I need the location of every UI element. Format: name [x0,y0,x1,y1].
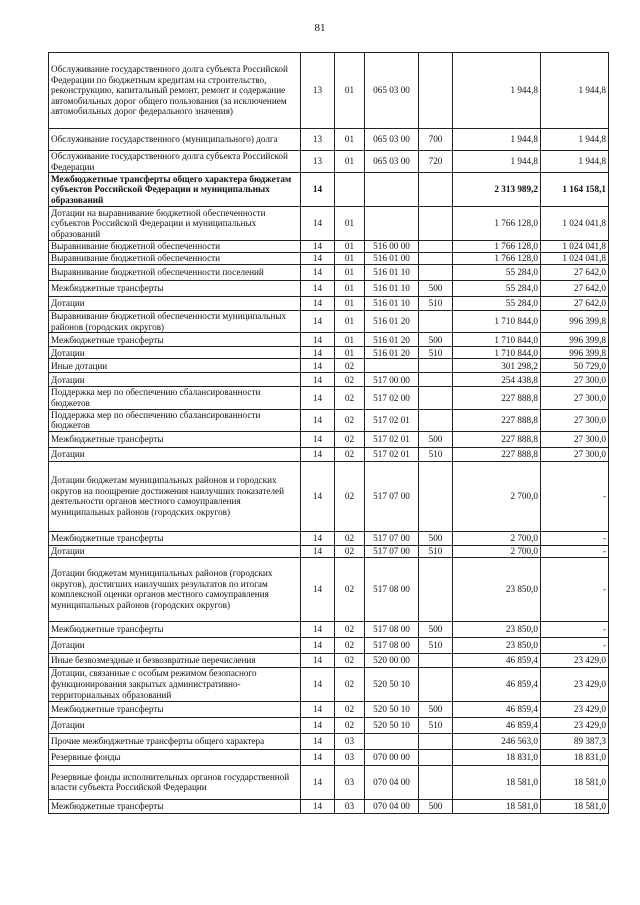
row-gl: 14 [301,653,335,667]
row-subsection: 01 [335,253,365,265]
table-row [49,765,609,799]
table-row [49,545,609,557]
row-expense-type [419,557,453,621]
row-gl: 14 [301,717,335,733]
row-target-article [365,733,419,749]
row-gl: 14 [301,667,335,701]
row-amount-2: 996 399,8 [541,333,609,347]
row-subsection: 01 [335,311,365,333]
row-amount-1: 18 581,0 [453,765,541,799]
table-row [49,53,609,129]
row-amount-2: 27 642,0 [541,281,609,297]
row-subsection: 02 [335,717,365,733]
row-target-article: 070 04 00 [365,799,419,813]
row-subsection: 02 [335,387,365,409]
row-subsection: 02 [335,621,365,637]
row-subsection: 03 [335,799,365,813]
row-subsection: 02 [335,409,365,431]
table-row [49,347,609,359]
row-amount-2: 27 300,0 [541,373,609,387]
row-name: Межбюджетные трансферты [49,531,301,545]
row-amount-2: 18 581,0 [541,765,609,799]
row-target-article: 516 01 20 [365,333,419,347]
row-target-article: 517 07 00 [365,531,419,545]
row-amount-1: 301 298,2 [453,359,541,373]
table-row [49,387,609,409]
row-amount-2: - [541,461,609,531]
row-amount-1: 46 859,4 [453,667,541,701]
row-expense-type: 500 [419,431,453,447]
row-amount-2: 50 729,0 [541,359,609,373]
row-subsection: 03 [335,749,365,765]
row-name: Иные дотации [49,359,301,373]
row-expense-type [419,241,453,253]
row-target-article: 517 02 01 [365,409,419,431]
row-gl: 14 [301,765,335,799]
row-amount-1: 2 700,0 [453,531,541,545]
row-gl: 14 [301,207,335,241]
row-name: Дотации [49,545,301,557]
row-amount-1: 2 313 989,2 [453,173,541,207]
budget-table-body [49,53,609,814]
row-name: Дотации бюджетам муниципальных районов (городских округов), достигших наилучших результатов по итогам комплексной оценки органов местного самоуправления муниципальных районов (городских округов) [49,557,301,621]
table-row [49,637,609,653]
row-gl: 14 [301,447,335,461]
row-name: Межбюджетные трансферты [49,621,301,637]
row-amount-2: 23 429,0 [541,701,609,717]
row-amount-2: 18 831,0 [541,749,609,765]
row-target-article: 065 03 00 [365,53,419,129]
row-target-article: 520 50 10 [365,717,419,733]
row-name: Выравнивание бюджетной обеспеченности муниципальных районов (городских округов) [49,311,301,333]
table-row [49,557,609,621]
row-amount-1: 46 859,4 [453,653,541,667]
table-row [49,667,609,701]
row-amount-1: 227 888,8 [453,447,541,461]
row-amount-1: 1 766 128,0 [453,207,541,241]
row-target-article: 516 01 10 [365,281,419,297]
row-amount-1: 246 563,0 [453,733,541,749]
row-name: Резервные фонды [49,749,301,765]
row-name: Дотации на выравнивание бюджетной обеспеченности субъектов Российской Федерации и муниципальных образований [49,207,301,241]
row-target-article: 517 08 00 [365,637,419,653]
row-name: Выравнивание бюджетной обеспеченности [49,241,301,253]
row-expense-type [419,53,453,129]
row-subsection: 01 [335,297,365,311]
row-amount-1: 1 710 844,0 [453,347,541,359]
row-name: Выравнивание бюджетной обеспеченности поселений [49,265,301,281]
row-target-article: 070 04 00 [365,765,419,799]
row-subsection: 01 [335,207,365,241]
table-row [49,311,609,333]
row-amount-1: 1 766 128,0 [453,253,541,265]
row-expense-type [419,749,453,765]
row-expense-type: 500 [419,281,453,297]
table-row [49,799,609,813]
row-target-article: 517 07 00 [365,461,419,531]
row-name: Дотации [49,637,301,653]
table-row [49,373,609,387]
row-gl: 14 [301,347,335,359]
row-gl: 14 [301,359,335,373]
row-gl: 13 [301,53,335,129]
row-expense-type: 510 [419,637,453,653]
row-amount-1: 55 284,0 [453,281,541,297]
row-target-article: 516 01 00 [365,253,419,265]
row-subsection: 02 [335,653,365,667]
row-target-article: 516 00 00 [365,241,419,253]
row-target-article: 516 01 20 [365,347,419,359]
row-subsection: 01 [335,281,365,297]
row-gl: 14 [301,373,335,387]
table-row [49,207,609,241]
table-row [49,431,609,447]
table-row [49,253,609,265]
table-row [49,749,609,765]
row-amount-1: 18 581,0 [453,799,541,813]
row-amount-2: 1 944,8 [541,53,609,129]
row-amount-1: 1 710 844,0 [453,333,541,347]
row-target-article: 517 07 00 [365,545,419,557]
row-gl: 14 [301,431,335,447]
row-amount-2: 27 300,0 [541,431,609,447]
row-subsection [335,173,365,207]
row-expense-type: 500 [419,333,453,347]
row-gl: 14 [301,637,335,653]
row-name: Дотации [49,347,301,359]
row-amount-1: 55 284,0 [453,297,541,311]
row-name: Обслуживание государственного долга субъекта Российской Федерации по бюджетным кредитам на строительство, реконструкцию, капитальный ремонт, ремонт и содержание автомобильных дорог общего пользования (за исключением автомобильных дорог федерального значения) [49,53,301,129]
row-target-article: 517 08 00 [365,621,419,637]
row-gl: 14 [301,799,335,813]
row-expense-type: 510 [419,347,453,359]
row-name: Обслуживание государственного долга субъекта Российской Федерации [49,151,301,173]
row-amount-2: - [541,545,609,557]
row-amount-2: 23 429,0 [541,717,609,733]
row-target-article: 517 00 00 [365,373,419,387]
row-amount-2: 1 164 158,1 [541,173,609,207]
row-expense-type [419,373,453,387]
row-amount-2: 996 399,8 [541,347,609,359]
table-row [49,733,609,749]
row-target-article [365,207,419,241]
row-expense-type [419,667,453,701]
row-gl: 13 [301,129,335,151]
row-subsection: 02 [335,701,365,717]
table-row [49,461,609,531]
row-target-article: 520 50 10 [365,667,419,701]
row-gl: 14 [301,311,335,333]
row-subsection: 02 [335,431,365,447]
row-gl: 14 [301,749,335,765]
row-amount-1: 254 438,8 [453,373,541,387]
row-name: Межбюджетные трансферты [49,281,301,297]
row-subsection: 02 [335,667,365,701]
row-amount-1: 23 850,0 [453,557,541,621]
row-target-article [365,173,419,207]
row-gl: 14 [301,387,335,409]
row-name: Межбюджетные трансферты [49,701,301,717]
row-amount-2: 23 429,0 [541,653,609,667]
row-amount-2: 1 024 041,8 [541,253,609,265]
row-amount-2: - [541,531,609,545]
row-name: Обслуживание государственного (муниципального) долга [49,129,301,151]
row-expense-type [419,461,453,531]
row-amount-1: 1 944,8 [453,129,541,151]
row-gl: 14 [301,253,335,265]
row-amount-1: 1 766 128,0 [453,241,541,253]
row-amount-2: 27 300,0 [541,387,609,409]
row-name: Дотации [49,447,301,461]
row-amount-1: 227 888,8 [453,431,541,447]
row-subsection: 02 [335,359,365,373]
row-name: Дотации [49,373,301,387]
row-subsection: 03 [335,765,365,799]
table-row [49,653,609,667]
row-target-article: 516 01 20 [365,311,419,333]
row-amount-1: 227 888,8 [453,409,541,431]
row-amount-2: 27 642,0 [541,265,609,281]
row-amount-2: 1 944,8 [541,129,609,151]
row-target-article: 065 03 00 [365,151,419,173]
table-row [49,173,609,207]
row-gl: 14 [301,173,335,207]
row-gl: 14 [301,297,335,311]
table-row [49,531,609,545]
row-gl: 14 [301,733,335,749]
row-subsection: 01 [335,333,365,347]
row-name: Прочие межбюджетные трансферты общего характера [49,733,301,749]
row-expense-type [419,265,453,281]
row-target-article: 517 02 01 [365,447,419,461]
row-subsection: 02 [335,531,365,545]
row-expense-type [419,359,453,373]
row-amount-2: 23 429,0 [541,667,609,701]
row-name: Дотации бюджетам муниципальных районов и городских округов на поощрение достижения наилучших показателей деятельности органов местного самоуправления муниципальных районов (городских округов) [49,461,301,531]
row-amount-2: - [541,621,609,637]
row-name: Межбюджетные трансферты общего характера бюджетам субъектов Российской Федерации и муниципальных образований [49,173,301,207]
row-expense-type: 500 [419,799,453,813]
row-name: Межбюджетные трансферты [49,799,301,813]
row-name: Поддержка мер по обеспечению сбалансированности бюджетов [49,387,301,409]
row-expense-type: 500 [419,701,453,717]
row-name: Межбюджетные трансферты [49,333,301,347]
table-row [49,333,609,347]
row-name: Межбюджетные трансферты [49,431,301,447]
row-subsection: 01 [335,151,365,173]
table-row [49,447,609,461]
row-gl: 14 [301,621,335,637]
row-amount-1: 18 831,0 [453,749,541,765]
row-name: Поддержка мер по обеспечению сбалансированности бюджетов [49,409,301,431]
row-target-article [365,359,419,373]
row-target-article: 520 00 00 [365,653,419,667]
row-amount-2: 27 300,0 [541,447,609,461]
row-amount-1: 23 850,0 [453,621,541,637]
row-target-article: 517 02 01 [365,431,419,447]
row-amount-2: 27 300,0 [541,409,609,431]
row-subsection: 02 [335,461,365,531]
row-subsection: 01 [335,129,365,151]
row-amount-1: 23 850,0 [453,637,541,653]
row-expense-type [419,311,453,333]
row-amount-2: - [541,637,609,653]
row-subsection: 02 [335,557,365,621]
row-expense-type: 500 [419,531,453,545]
row-subsection: 01 [335,53,365,129]
table-row [49,409,609,431]
row-target-article: 517 02 00 [365,387,419,409]
row-name: Иные безвозмездные и безвозвратные перечисления [49,653,301,667]
row-subsection: 01 [335,241,365,253]
row-subsection: 02 [335,373,365,387]
budget-table [48,52,609,814]
row-expense-type [419,765,453,799]
row-target-article: 520 50 10 [365,701,419,717]
row-expense-type: 510 [419,447,453,461]
row-name: Резервные фонды исполнительных органов государственной власти субъекта Российской Федерации [49,765,301,799]
row-amount-1: 46 859,4 [453,701,541,717]
table-row [49,717,609,733]
row-amount-1: 46 859,4 [453,717,541,733]
table-row [49,701,609,717]
row-amount-1: 227 888,8 [453,387,541,409]
row-amount-1: 55 284,0 [453,265,541,281]
row-gl: 14 [301,281,335,297]
row-target-article: 070 00 00 [365,749,419,765]
row-expense-type [419,207,453,241]
row-name: Дотации, связанные с особым режимом безопасного функционирования закрытых административно-территориальных образований [49,667,301,701]
row-expense-type: 510 [419,717,453,733]
row-expense-type [419,173,453,207]
row-amount-1: 1 710 844,0 [453,311,541,333]
row-subsection: 01 [335,265,365,281]
table-row [49,151,609,173]
row-gl: 13 [301,151,335,173]
row-amount-2: 996 399,8 [541,311,609,333]
table-row [49,359,609,373]
row-expense-type [419,733,453,749]
page-number: 81 [314,22,326,34]
row-expense-type: 500 [419,621,453,637]
table-row [49,129,609,151]
row-amount-1: 2 700,0 [453,545,541,557]
row-gl: 14 [301,265,335,281]
row-expense-type [419,653,453,667]
row-amount-1: 1 944,8 [453,151,541,173]
table-row [49,621,609,637]
table-row [49,265,609,281]
row-target-article: 517 08 00 [365,557,419,621]
row-amount-2: - [541,557,609,621]
row-subsection: 01 [335,347,365,359]
row-subsection: 03 [335,733,365,749]
row-amount-2: 1 024 041,8 [541,207,609,241]
row-expense-type [419,253,453,265]
row-subsection: 02 [335,447,365,461]
row-gl: 14 [301,557,335,621]
row-expense-type: 720 [419,151,453,173]
row-name: Дотации [49,297,301,311]
row-amount-2: 1 944,8 [541,151,609,173]
row-name: Выравнивание бюджетной обеспеченности [49,253,301,265]
row-target-article: 516 01 10 [365,297,419,311]
row-gl: 14 [301,409,335,431]
table-row [49,241,609,253]
row-expense-type: 510 [419,297,453,311]
row-amount-2: 27 642,0 [541,297,609,311]
row-name: Дотации [49,717,301,733]
row-amount-1: 2 700,0 [453,461,541,531]
row-gl: 14 [301,701,335,717]
row-gl: 14 [301,241,335,253]
row-subsection: 02 [335,637,365,653]
row-target-article: 516 01 10 [365,265,419,281]
row-expense-type [419,387,453,409]
row-expense-type [419,409,453,431]
row-gl: 14 [301,545,335,557]
row-amount-2: 89 387,3 [541,733,609,749]
row-target-article: 065 03 00 [365,129,419,151]
row-gl: 14 [301,333,335,347]
table-row [49,297,609,311]
row-gl: 14 [301,531,335,545]
row-gl: 14 [301,461,335,531]
row-amount-1: 1 944,8 [453,53,541,129]
row-expense-type: 700 [419,129,453,151]
row-subsection: 02 [335,545,365,557]
row-amount-2: 1 024 041,8 [541,241,609,253]
row-expense-type: 510 [419,545,453,557]
table-row [49,281,609,297]
row-amount-2: 18 581,0 [541,799,609,813]
